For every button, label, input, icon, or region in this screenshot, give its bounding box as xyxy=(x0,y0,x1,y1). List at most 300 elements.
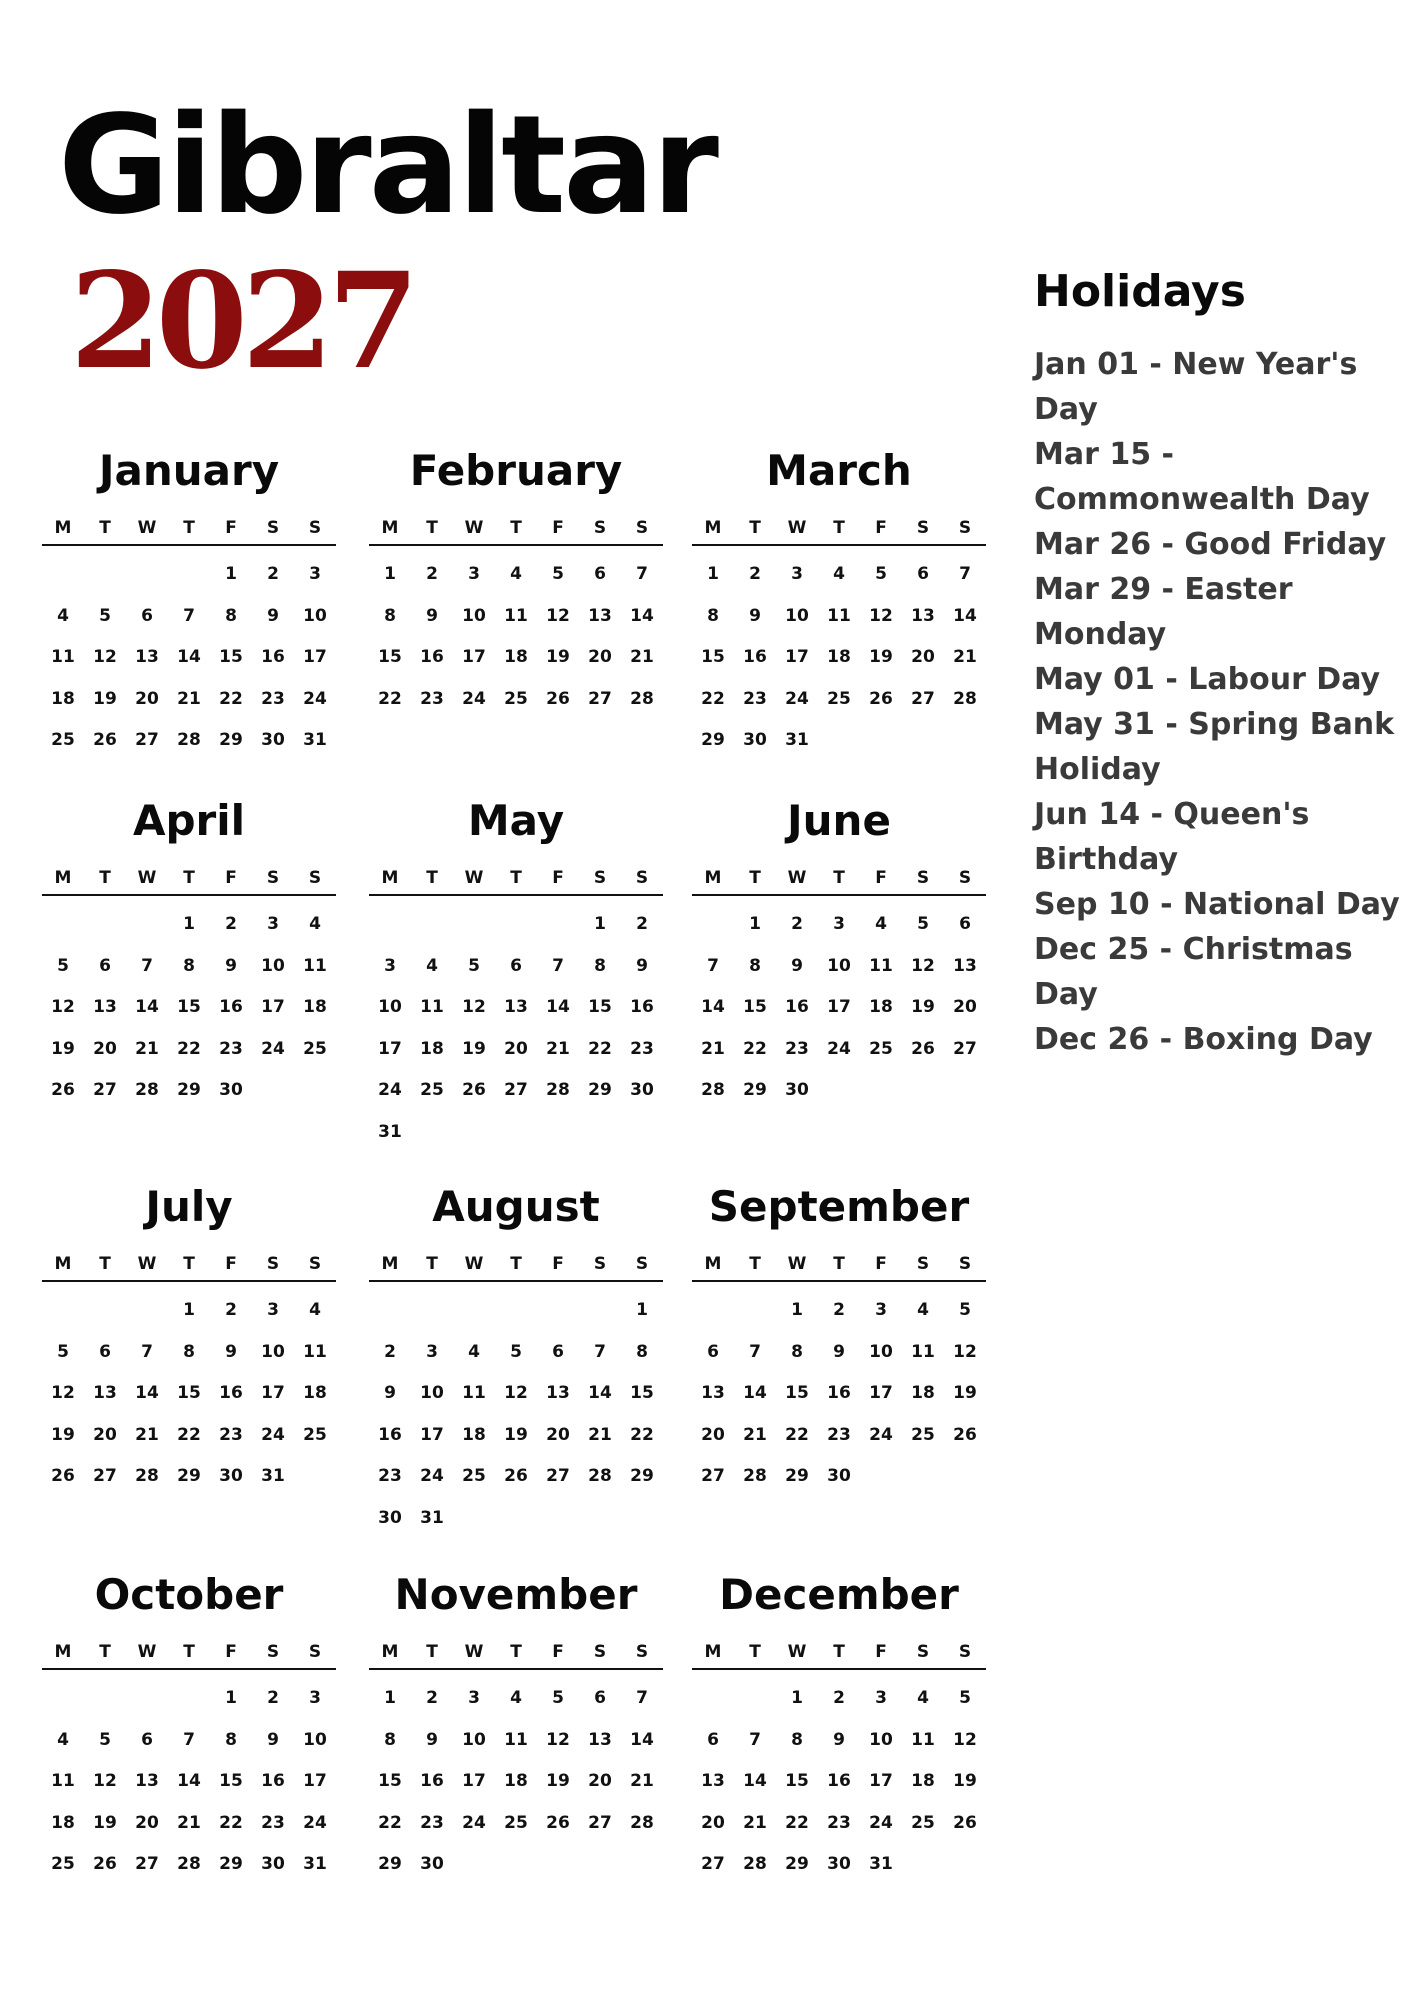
day-cell: 4 xyxy=(309,914,321,934)
weekday-header: T xyxy=(833,518,845,538)
day-cell: 15 xyxy=(219,1771,243,1791)
day-cell: 14 xyxy=(953,605,977,626)
day-cell: 17 xyxy=(261,997,285,1017)
day-cell: 4 xyxy=(875,914,887,934)
day-cell: 1 xyxy=(384,564,396,584)
weekday-header: T xyxy=(99,1254,111,1274)
weekday-header: F xyxy=(225,1642,237,1662)
day-cell: 20 xyxy=(701,1812,725,1833)
weekday-header-row xyxy=(692,862,986,896)
day-cell: 29 xyxy=(177,1080,201,1100)
day-cell: 11 xyxy=(911,1729,935,1750)
day-cell: 30 xyxy=(743,730,767,750)
day-cell: 4 xyxy=(57,1729,69,1750)
empty-cell xyxy=(537,1290,579,1332)
day-cell: 20 xyxy=(911,647,935,667)
day-cell: 12 xyxy=(51,997,75,1017)
day-cell: 14 xyxy=(743,1383,767,1403)
day-cell: 6 xyxy=(707,1729,719,1750)
weekday-header: T xyxy=(426,868,438,888)
empty-cell xyxy=(495,904,537,946)
day-cell: 7 xyxy=(552,955,564,976)
weekday-header: S xyxy=(958,1642,972,1662)
day-cell: 29 xyxy=(785,1466,809,1486)
weekday-header: S xyxy=(916,518,930,538)
day-cell: 1 xyxy=(791,1300,803,1320)
day-cell: 2 xyxy=(225,1300,237,1320)
month-october xyxy=(42,1570,336,1886)
weekday-header-row xyxy=(369,862,663,896)
month-name: September xyxy=(708,1182,970,1231)
weekday-header: M xyxy=(54,868,72,888)
day-cell: 27 xyxy=(588,1812,612,1833)
day-cell: 12 xyxy=(504,1383,528,1403)
day-cell: 10 xyxy=(420,1383,444,1403)
day-cell: 23 xyxy=(219,1424,243,1445)
day-cell: 2 xyxy=(791,914,803,934)
weekday-header: T xyxy=(833,868,845,888)
day-grid xyxy=(42,554,336,762)
weekday-header: S xyxy=(635,868,649,888)
weekday-header-row xyxy=(692,512,986,546)
day-cell: 1 xyxy=(225,1688,237,1708)
day-cell: 10 xyxy=(462,1729,486,1750)
day-grid xyxy=(692,1678,986,1886)
day-cell: 21 xyxy=(630,1771,654,1791)
day-cell: 21 xyxy=(135,1424,159,1445)
day-cell: 30 xyxy=(420,1854,444,1874)
day-cell: 17 xyxy=(261,1383,285,1403)
day-cell: 20 xyxy=(953,997,977,1017)
day-cell: 5 xyxy=(917,914,929,934)
weekday-header: W xyxy=(137,518,157,538)
holiday-item: Mar 15 - Commonwealth Day xyxy=(1034,437,1370,517)
day-cell: 26 xyxy=(51,1466,75,1486)
empty-cell xyxy=(84,1290,126,1332)
day-cell: 19 xyxy=(869,647,893,667)
day-cell: 8 xyxy=(636,1341,648,1362)
month-april xyxy=(42,796,336,1112)
day-cell: 28 xyxy=(177,1854,201,1874)
day-cell: 11 xyxy=(462,1383,486,1403)
weekday-header: M xyxy=(704,1254,722,1274)
day-cell: 3 xyxy=(833,914,845,934)
day-cell: 5 xyxy=(875,564,887,584)
weekday-header: T xyxy=(510,1642,522,1662)
weekday-header: M xyxy=(54,518,72,538)
weekday-header: S xyxy=(308,1254,322,1274)
month-name: July xyxy=(145,1182,233,1231)
month-name: August xyxy=(432,1182,600,1231)
weekday-header: T xyxy=(99,518,111,538)
day-cell: 9 xyxy=(225,1341,237,1362)
day-cell: 28 xyxy=(546,1080,570,1100)
day-cell: 25 xyxy=(827,688,851,709)
day-cell: 16 xyxy=(261,647,285,667)
day-cell: 24 xyxy=(261,1038,285,1059)
holidays-heading: Holidays xyxy=(1034,266,1246,317)
empty-cell xyxy=(168,554,210,596)
day-cell: 16 xyxy=(219,997,243,1017)
day-cell: 13 xyxy=(135,1771,159,1791)
day-cell: 21 xyxy=(743,1812,767,1833)
day-cell: 27 xyxy=(588,688,612,709)
day-cell: 24 xyxy=(869,1424,893,1445)
day-cell: 4 xyxy=(468,1341,480,1362)
weekday-header-row xyxy=(369,1636,663,1670)
day-cell: 24 xyxy=(420,1466,444,1486)
day-grid xyxy=(369,1678,663,1886)
day-cell: 17 xyxy=(462,647,486,667)
day-cell: 12 xyxy=(911,955,935,976)
day-cell: 16 xyxy=(219,1383,243,1403)
day-cell: 23 xyxy=(420,1812,444,1833)
weekday-header: T xyxy=(183,1254,195,1274)
day-cell: 26 xyxy=(546,688,570,709)
day-cell: 1 xyxy=(384,1688,396,1708)
day-cell: 10 xyxy=(785,605,809,626)
weekday-header: M xyxy=(54,1254,72,1274)
day-cell: 7 xyxy=(141,955,153,976)
day-cell: 25 xyxy=(462,1466,486,1486)
month-name: December xyxy=(719,1570,959,1619)
day-cell: 28 xyxy=(701,1080,725,1100)
day-cell: 11 xyxy=(504,1729,528,1750)
day-cell: 10 xyxy=(378,997,402,1017)
empty-cell xyxy=(168,1678,210,1720)
day-cell: 15 xyxy=(785,1771,809,1791)
weekday-header: S xyxy=(916,868,930,888)
day-cell: 12 xyxy=(546,1729,570,1750)
day-cell: 18 xyxy=(504,647,528,667)
day-cell: 25 xyxy=(303,1424,327,1445)
page-title: Gibraltar xyxy=(58,87,716,245)
holiday-item: Dec 25 - Christmas Day xyxy=(1034,932,1353,1012)
weekday-header: S xyxy=(266,868,280,888)
weekday-header: F xyxy=(875,1254,887,1274)
month-name: October xyxy=(94,1570,284,1619)
day-cell: 15 xyxy=(701,647,725,667)
day-cell: 1 xyxy=(791,1688,803,1708)
day-cell: 26 xyxy=(51,1080,75,1100)
day-cell: 24 xyxy=(378,1080,402,1100)
weekday-header: S xyxy=(958,868,972,888)
day-cell: 22 xyxy=(743,1038,767,1059)
day-grid xyxy=(692,1290,986,1498)
day-cell: 27 xyxy=(504,1080,528,1100)
day-cell: 1 xyxy=(225,564,237,584)
month-february xyxy=(369,446,663,720)
weekday-header: W xyxy=(137,868,157,888)
empty-cell xyxy=(42,554,84,596)
weekday-header-row xyxy=(369,1248,663,1282)
month-name: November xyxy=(394,1570,638,1619)
day-cell: 28 xyxy=(177,730,201,750)
day-cell: 24 xyxy=(261,1424,285,1445)
weekday-header: F xyxy=(225,868,237,888)
day-cell: 21 xyxy=(953,647,977,667)
empty-cell xyxy=(579,1290,621,1332)
day-cell: 26 xyxy=(93,730,117,750)
day-cell: 19 xyxy=(93,688,117,709)
day-cell: 22 xyxy=(785,1812,809,1833)
weekday-header: S xyxy=(308,1642,322,1662)
day-cell: 26 xyxy=(504,1466,528,1486)
day-cell: 27 xyxy=(135,1854,159,1874)
year-label: 2027 xyxy=(70,244,414,399)
day-cell: 9 xyxy=(833,1729,845,1750)
day-cell: 31 xyxy=(785,730,809,750)
day-cell: 4 xyxy=(426,955,438,976)
empty-cell xyxy=(692,904,734,946)
day-cell: 26 xyxy=(546,1812,570,1833)
day-cell: 15 xyxy=(588,997,612,1017)
day-cell: 5 xyxy=(468,955,480,976)
day-cell: 22 xyxy=(785,1424,809,1445)
day-cell: 26 xyxy=(911,1038,935,1059)
day-cell: 25 xyxy=(504,688,528,709)
month-name: May xyxy=(467,796,565,845)
day-cell: 12 xyxy=(546,605,570,626)
weekday-header: W xyxy=(787,1254,807,1274)
weekday-header: W xyxy=(137,1254,157,1274)
weekday-header: S xyxy=(635,518,649,538)
weekday-header: S xyxy=(266,518,280,538)
day-cell: 10 xyxy=(869,1341,893,1362)
day-cell: 14 xyxy=(546,997,570,1017)
day-cell: 26 xyxy=(462,1080,486,1100)
empty-cell xyxy=(537,904,579,946)
weekday-header-row xyxy=(692,1636,986,1670)
month-name: April xyxy=(132,796,246,845)
day-cell: 6 xyxy=(594,564,606,584)
day-cell: 18 xyxy=(51,688,75,709)
weekday-header: S xyxy=(916,1642,930,1662)
day-cell: 7 xyxy=(183,1729,195,1750)
day-cell: 26 xyxy=(93,1854,117,1874)
day-cell: 7 xyxy=(707,955,719,976)
empty-cell xyxy=(411,904,453,946)
day-cell: 11 xyxy=(303,955,327,976)
day-cell: 31 xyxy=(378,1121,402,1142)
day-cell: 2 xyxy=(636,914,648,934)
month-december xyxy=(692,1570,986,1886)
day-cell: 21 xyxy=(743,1424,767,1445)
day-cell: 19 xyxy=(51,1038,75,1059)
day-cell: 30 xyxy=(827,1854,851,1874)
empty-cell xyxy=(42,1290,84,1332)
weekday-header: S xyxy=(635,1254,649,1274)
day-cell: 15 xyxy=(219,647,243,667)
empty-cell xyxy=(84,554,126,596)
day-cell: 3 xyxy=(267,914,279,934)
day-cell: 17 xyxy=(303,1771,327,1791)
day-cell: 27 xyxy=(135,730,159,750)
day-cell: 12 xyxy=(93,647,117,667)
day-cell: 31 xyxy=(869,1854,893,1874)
holiday-item: Dec 26 - Boxing Day xyxy=(1034,1022,1373,1057)
day-cell: 1 xyxy=(183,1300,195,1320)
day-cell: 7 xyxy=(959,564,971,584)
day-cell: 24 xyxy=(785,688,809,709)
day-cell: 22 xyxy=(701,688,725,709)
weekday-header: S xyxy=(958,1254,972,1274)
day-cell: 10 xyxy=(261,955,285,976)
day-cell: 22 xyxy=(378,1812,402,1833)
weekday-header: T xyxy=(510,1254,522,1274)
day-cell: 11 xyxy=(51,647,75,667)
day-cell: 29 xyxy=(219,1854,243,1874)
day-cell: 24 xyxy=(462,688,486,709)
day-cell: 5 xyxy=(552,564,564,584)
day-cell: 10 xyxy=(827,955,851,976)
day-cell: 10 xyxy=(303,605,327,626)
weekday-header: T xyxy=(183,868,195,888)
day-cell: 18 xyxy=(911,1771,935,1791)
day-cell: 8 xyxy=(791,1341,803,1362)
day-cell: 9 xyxy=(749,605,761,626)
day-cell: 2 xyxy=(225,914,237,934)
weekday-header: S xyxy=(958,518,972,538)
day-grid xyxy=(42,904,336,1112)
day-cell: 23 xyxy=(743,688,767,709)
day-cell: 20 xyxy=(93,1424,117,1445)
weekday-header-row xyxy=(369,512,663,546)
day-cell: 3 xyxy=(875,1688,887,1708)
day-cell: 14 xyxy=(135,1383,159,1403)
day-cell: 16 xyxy=(420,647,444,667)
weekday-header: S xyxy=(308,868,322,888)
day-cell: 22 xyxy=(177,1424,201,1445)
day-cell: 27 xyxy=(953,1038,977,1059)
day-cell: 6 xyxy=(552,1341,564,1362)
empty-cell xyxy=(42,1678,84,1720)
day-cell: 5 xyxy=(510,1341,522,1362)
weekday-header: S xyxy=(308,518,322,538)
day-cell: 5 xyxy=(57,955,69,976)
day-cell: 25 xyxy=(51,730,75,750)
day-cell: 23 xyxy=(827,1424,851,1445)
day-cell: 16 xyxy=(378,1424,402,1445)
day-cell: 19 xyxy=(546,647,570,667)
weekday-header-row xyxy=(42,1636,336,1670)
weekday-header: F xyxy=(552,1254,564,1274)
day-cell: 5 xyxy=(959,1300,971,1320)
day-grid xyxy=(692,554,986,762)
weekday-header: W xyxy=(464,518,484,538)
day-grid xyxy=(369,554,663,720)
day-cell: 10 xyxy=(261,1341,285,1362)
weekday-header: F xyxy=(552,1642,564,1662)
empty-cell xyxy=(411,1290,453,1332)
day-cell: 1 xyxy=(749,914,761,934)
weekday-header: T xyxy=(183,518,195,538)
day-cell: 6 xyxy=(141,605,153,626)
day-cell: 23 xyxy=(827,1812,851,1833)
weekday-header: T xyxy=(749,1642,761,1662)
day-cell: 15 xyxy=(378,1771,402,1791)
day-cell: 28 xyxy=(953,688,977,709)
day-cell: 5 xyxy=(99,1729,111,1750)
day-cell: 18 xyxy=(303,1383,327,1403)
day-cell: 9 xyxy=(426,1729,438,1750)
day-cell: 26 xyxy=(953,1424,977,1445)
weekday-header: F xyxy=(875,1642,887,1662)
month-name: February xyxy=(409,446,623,495)
day-cell: 8 xyxy=(225,605,237,626)
day-cell: 24 xyxy=(303,688,327,709)
day-cell: 17 xyxy=(785,647,809,667)
day-cell: 3 xyxy=(426,1341,438,1362)
day-cell: 23 xyxy=(420,688,444,709)
day-cell: 18 xyxy=(869,997,893,1017)
day-cell: 2 xyxy=(833,1300,845,1320)
day-cell: 1 xyxy=(594,914,606,934)
day-cell: 29 xyxy=(177,1466,201,1486)
day-cell: 27 xyxy=(701,1466,725,1486)
day-cell: 19 xyxy=(546,1771,570,1791)
day-cell: 4 xyxy=(510,564,522,584)
day-cell: 11 xyxy=(420,997,444,1017)
day-cell: 30 xyxy=(219,1080,243,1100)
holiday-item: May 31 - Spring Bank Holiday xyxy=(1034,707,1395,787)
day-cell: 18 xyxy=(420,1038,444,1059)
day-cell: 18 xyxy=(911,1383,935,1403)
empty-cell xyxy=(692,1290,734,1332)
empty-cell xyxy=(126,1678,168,1720)
day-cell: 7 xyxy=(594,1341,606,1362)
empty-cell xyxy=(126,1290,168,1332)
day-cell: 13 xyxy=(588,605,612,626)
weekday-header: S xyxy=(635,1642,649,1662)
day-cell: 29 xyxy=(743,1080,767,1100)
weekday-header: T xyxy=(749,1254,761,1274)
empty-cell xyxy=(453,1290,495,1332)
day-cell: 6 xyxy=(594,1688,606,1708)
day-cell: 9 xyxy=(267,605,279,626)
day-cell: 21 xyxy=(177,1812,201,1833)
weekday-header: T xyxy=(99,868,111,888)
day-cell: 17 xyxy=(420,1424,444,1445)
day-grid xyxy=(692,904,986,1112)
holiday-item: Jun 14 - Queen's Birthday xyxy=(1034,797,1310,877)
day-grid xyxy=(369,1290,663,1539)
day-cell: 3 xyxy=(468,1688,480,1708)
weekday-header: T xyxy=(510,868,522,888)
weekday-header: T xyxy=(99,1642,111,1662)
day-cell: 8 xyxy=(707,605,719,626)
weekday-header: W xyxy=(787,868,807,888)
day-cell: 1 xyxy=(183,914,195,934)
weekday-header: T xyxy=(183,1642,195,1662)
weekday-header-row xyxy=(42,862,336,896)
day-cell: 12 xyxy=(93,1771,117,1791)
day-cell: 18 xyxy=(51,1812,75,1833)
day-grid xyxy=(42,1290,336,1498)
weekday-header: F xyxy=(225,1254,237,1274)
day-cell: 14 xyxy=(177,1771,201,1791)
day-cell: 2 xyxy=(426,1688,438,1708)
day-cell: 19 xyxy=(953,1771,977,1791)
day-cell: 16 xyxy=(827,1771,851,1791)
day-cell: 29 xyxy=(701,730,725,750)
day-cell: 14 xyxy=(588,1383,612,1403)
month-may xyxy=(369,796,663,1153)
holidays-panel xyxy=(1034,266,1404,1062)
holiday-item: Sep 10 - National Day xyxy=(1034,887,1400,922)
day-cell: 19 xyxy=(51,1424,75,1445)
day-cell: 11 xyxy=(827,605,851,626)
